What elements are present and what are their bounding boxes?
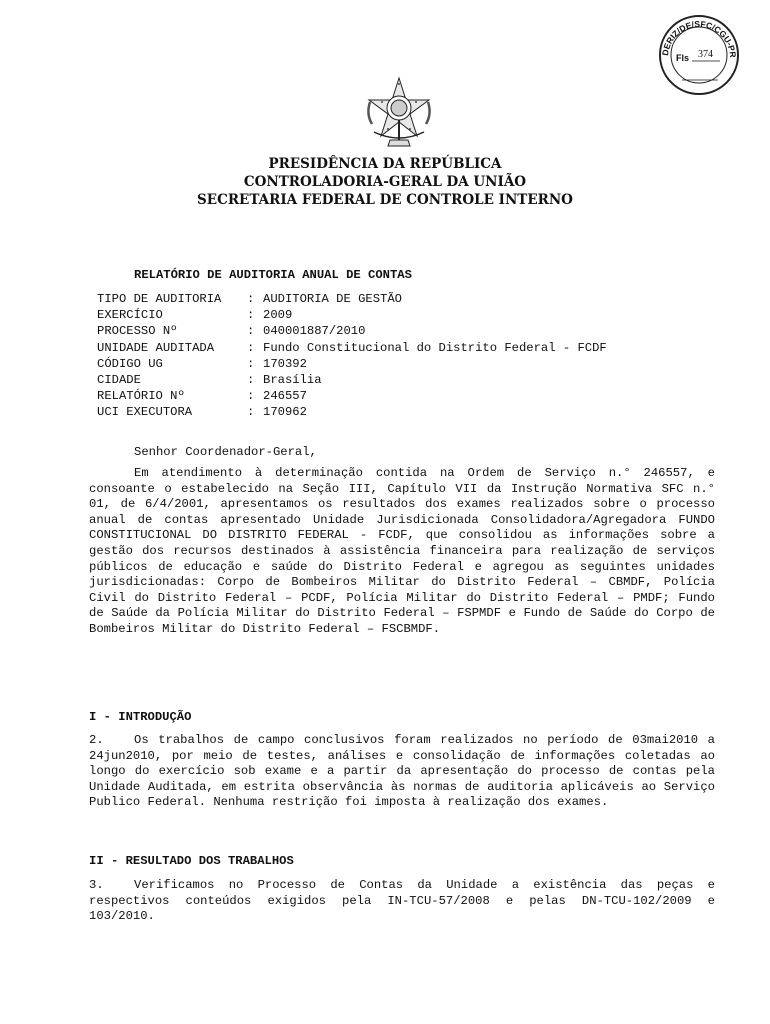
paragraph-section1: 2. Os trabalhos de campo conclusivos foram realizados no período de 03mai2010 a 24jun2010, por meio de testes, análises e consolidação de informações coletadas ao longo do exercício sob exame e a partir da apresentação do processo de contas pela Unidade Auditada, em estrita observância às normas de auditoria aplicáveis ao Serviço Publico Federal. Nenhuma restrição foi imposta à realização dos exames. — [89, 733, 715, 810]
info-row: EXERCÍCIO : 2009 — [97, 308, 293, 323]
section-title-resultado: II - RESULTADO DOS TRABALHOS — [89, 854, 294, 868]
paragraph-intro: Em atendimento à determinação contida na Ordem de Serviço n.° 246557, e consoante o estabelecido na Seção III, Capítulo VII da Instrução Normativa SFC n.° 01, de 6/4/2001, apresentamos os resultados dos exames realizados sobre o processo anual de contas apresentado Unidade Jurisdicionada Consolidadora/Agregadora FUNDO CONSTITUCIONAL DO DISTRITO FEDERAL - FCDF, que consolidou as informações sobre a gestão dos recursos destinados à assistência financeira para realização de serviços públicos de educação e saúde do Distrito Federal e agregou as seguintes unidades jurisdicionadas: Corpo de Bombeiros Militar do Distrito Federal – CBMDF, Polícia Civil do Distrito Federal – PCDF, Polícia Militar do Distrito Federal – PMDF; Fundo de Saúde da Polícia Militar do Distrito Federal – FSPMDF e Fundo de Saúde do Corpo de Bombeiros Militar do Distrito Federal – FSCBMDF. — [89, 466, 715, 636]
audit-info-table — [97, 291, 607, 421]
protocol-stamp — [658, 14, 740, 96]
info-row: RELATÓRIO Nº : 246557 — [97, 389, 307, 404]
document-header — [0, 155, 770, 209]
salutation: Senhor Coordenador-Geral, — [134, 445, 317, 459]
header-line-cgu: CONTROLADORIA-GERAL DA UNIÃO — [243, 174, 527, 190]
report-title: RELATÓRIO DE AUDITORIA ANUAL DE CONTAS — [134, 268, 412, 282]
header-line-presidency: PRESIDÊNCIA DA REPÚBLICA — [268, 156, 502, 172]
section-title-introducao: I - INTRODUÇÃO — [89, 710, 192, 724]
stamp-page-number: 374 — [698, 49, 713, 60]
stamp-seal-icon — [658, 14, 740, 96]
svg-text:DERIZ/DE/SFC/CGU-PR: DERIZ/DE/SFC/CGU-PR — [660, 18, 739, 59]
info-row: UNIDADE AUDITADA : Fundo Constitucional do Distrito Federal - FCDF — [97, 340, 607, 355]
stamp-folha-label: Fls — [676, 53, 690, 63]
info-row: CIDADE : Brasília — [97, 373, 322, 388]
info-row: UCI EXECUTORA : 170962 — [97, 405, 307, 420]
paragraph-section2: 3. Verificamos no Processo de Contas da Unidade a existência das peças e respectivos conteúdos exigidos pela IN-TCU-57/2008 e pelas DN-TCU-102/2009 e 103/2010. — [89, 878, 715, 924]
info-row: TIPO DE AUDITORIA : AUDITORIA DE GESTÃO — [97, 292, 402, 306]
header-line-sfc: SECRETARIA FEDERAL DE CONTROLE INTERNO — [197, 192, 573, 208]
info-row: PROCESSO Nº : 040001887/2010 — [97, 324, 366, 339]
brazil-coat-of-arms-icon — [360, 74, 438, 152]
info-row: CÓDIGO UG : 170392 — [97, 356, 307, 371]
